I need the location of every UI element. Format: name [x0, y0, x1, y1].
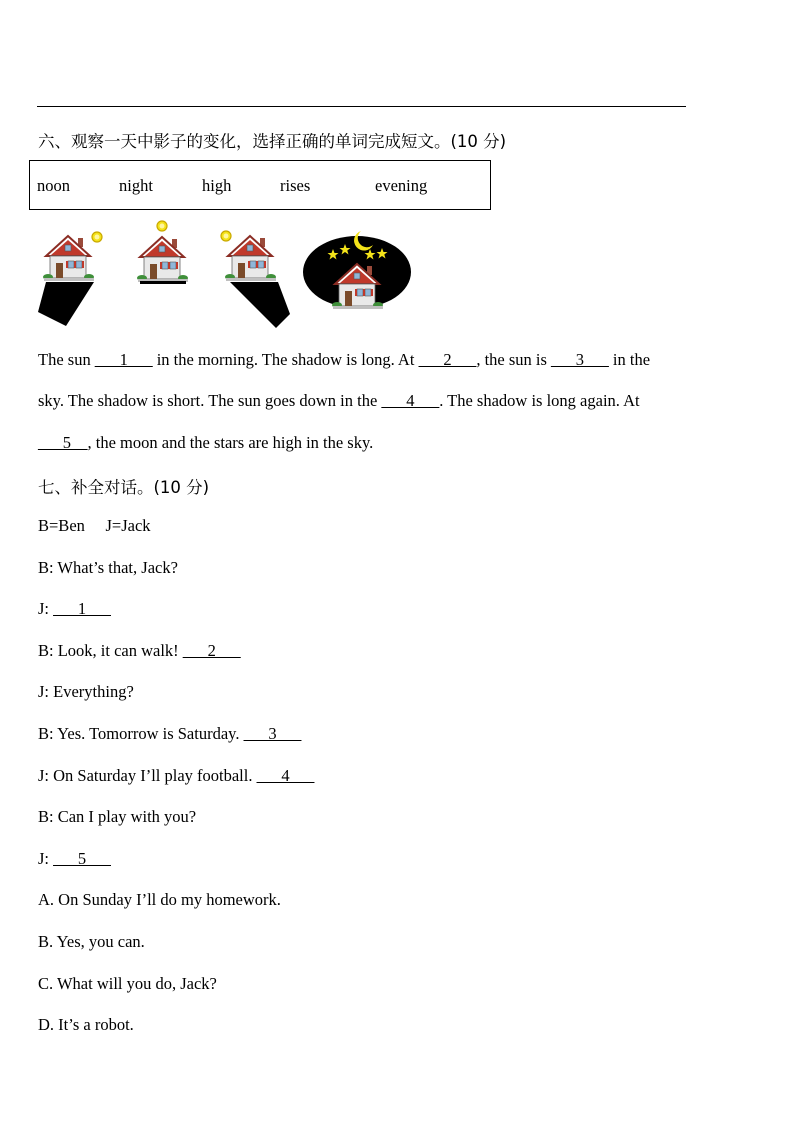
answer-blank-4[interactable]: ___4___	[381, 391, 440, 410]
section7-heading: 七、补全对话。(10 分)	[38, 478, 210, 497]
passage-line	[38, 391, 640, 411]
answer-blank-1[interactable]: ___1___	[94, 350, 153, 369]
house-icon	[43, 236, 94, 281]
passage-text: . The shadow is long again. At	[439, 391, 640, 410]
passage-line	[38, 350, 650, 370]
morning-scene-image	[36, 220, 110, 330]
answer-blank-2[interactable]: ___2___	[418, 350, 477, 369]
dialogue-line	[38, 558, 178, 578]
dialogue-line	[38, 682, 134, 702]
dialogue-blank-2[interactable]: ___2___	[182, 641, 241, 660]
house-icon	[137, 237, 188, 282]
word-bank-item: high	[202, 176, 232, 195]
passage-text: in the	[608, 350, 651, 369]
dialogue-blank-3[interactable]: ___3___	[243, 724, 302, 743]
word-bank-item: noon	[37, 176, 70, 195]
word-bank-item: night	[119, 176, 153, 195]
dialogue-text: B: Look, it can walk!	[38, 641, 183, 660]
dialogue-line	[38, 849, 111, 869]
dialogue-line	[38, 641, 241, 661]
dialogue-text: B: Can I play with you?	[38, 807, 197, 826]
section6-heading: 六、观察一天中影子的变化，选择正确的单词完成短文。(10 分)	[38, 132, 507, 151]
night-scene-image	[303, 220, 413, 312]
answer-blank-3[interactable]: ___3___	[551, 350, 609, 369]
answer-blank-5[interactable]: ___5__	[38, 433, 88, 452]
dialogue-line	[38, 766, 314, 786]
sun-icon	[92, 232, 102, 242]
top-rule	[37, 106, 686, 107]
dialogue-text: B: Yes. Tomorrow is Saturday.	[38, 724, 244, 743]
dialogue-blank-4[interactable]: ___4___	[256, 766, 315, 785]
speaker-legend: B=Ben J=Jack	[38, 516, 151, 535]
dialogue-text: J: Everything?	[38, 682, 134, 701]
shadow-icon	[140, 281, 186, 284]
dialogue-text: J:	[38, 849, 54, 868]
option-c: C. What will you do, Jack?	[38, 974, 217, 993]
passage-text: The sun	[38, 350, 95, 369]
dialogue-line	[38, 599, 111, 619]
word-bank-item: evening	[375, 176, 428, 195]
dialogue-line	[38, 724, 301, 744]
word-bank-item: rises	[280, 176, 311, 195]
passage-line	[38, 433, 373, 453]
dialogue-text: J: On Saturday I’ll play football.	[38, 766, 257, 785]
noon-scene-image	[128, 220, 198, 290]
sun-icon	[221, 231, 231, 241]
house-icon	[225, 236, 276, 281]
dialogue-text: B: What’s that, Jack?	[38, 558, 178, 577]
passage-text: sky. The shadow is short. The sun goes down in the	[38, 391, 382, 410]
evening-scene-image	[214, 220, 294, 332]
dialogue-line	[38, 807, 196, 827]
passage-text: , the sun is	[476, 350, 552, 369]
dialogue-text: J:	[38, 599, 54, 618]
option-b: B. Yes, you can.	[38, 932, 145, 951]
option-a: A. On Sunday I’ll do my homework.	[38, 890, 281, 909]
option-d: D. It’s a robot.	[38, 1015, 134, 1034]
passage-text: , the moon and the stars are high in the sky.	[87, 433, 374, 452]
dialogue-blank-1[interactable]: ___1___	[53, 599, 111, 618]
sun-icon	[157, 221, 167, 231]
dialogue-blank-5[interactable]: ___5___	[53, 849, 111, 868]
shadow-icon	[230, 282, 290, 328]
shadow-icon	[38, 282, 94, 326]
passage-text: in the morning. The shadow is long. At	[152, 350, 419, 369]
